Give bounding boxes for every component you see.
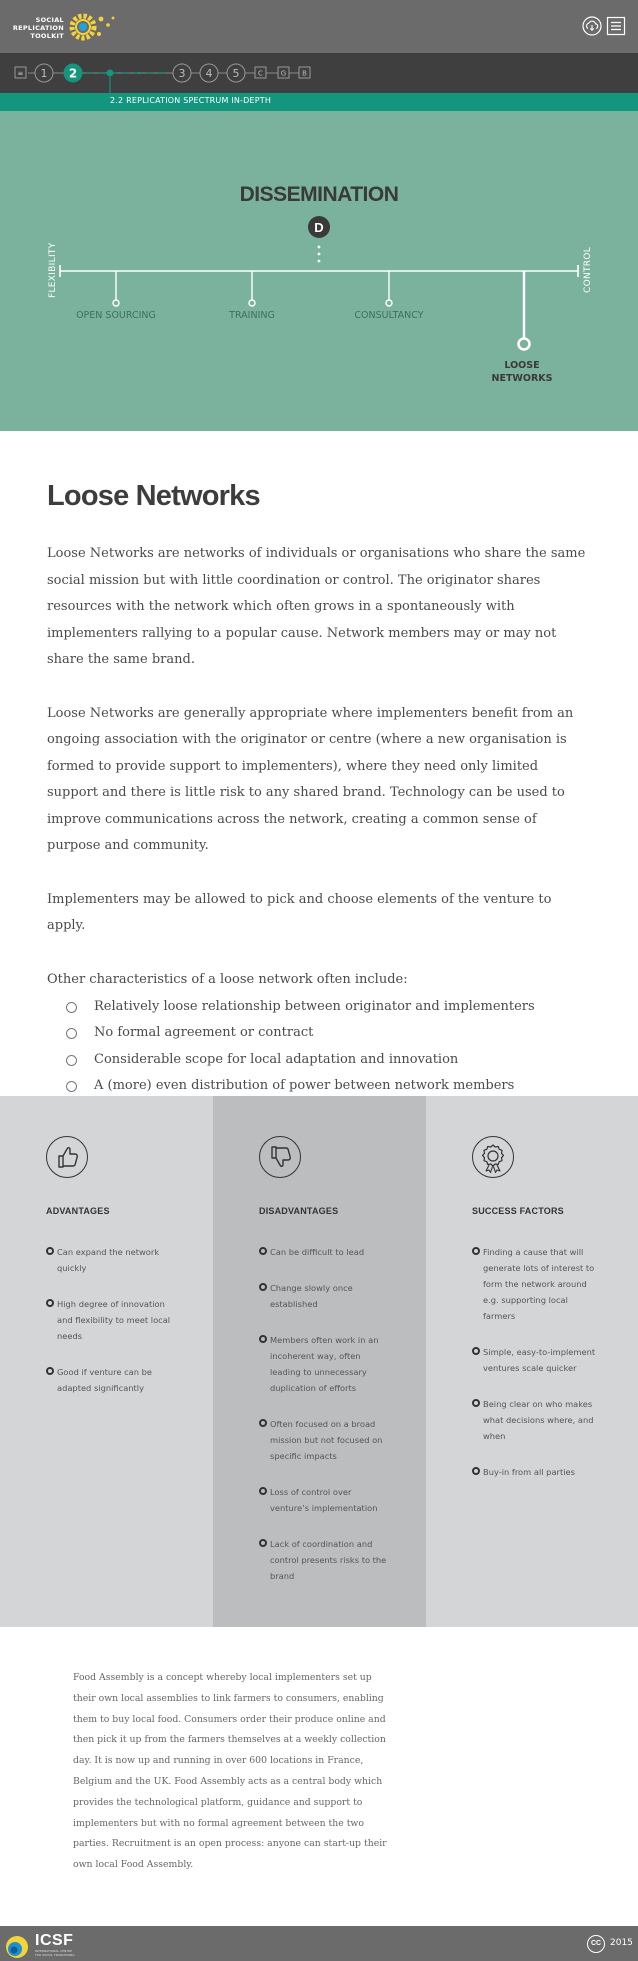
bullet-icon bbox=[46, 1299, 54, 1307]
svg-text:NETWORKS: NETWORKS bbox=[491, 373, 553, 384]
thumbs-up-icon bbox=[46, 1136, 88, 1178]
gear-logo-icon[interactable] bbox=[68, 10, 120, 44]
advantages-heading: ADVANTAGES bbox=[46, 1206, 110, 1216]
characteristics-intro: Other characteristics of a loose network often include: bbox=[47, 971, 408, 987]
advantages-list bbox=[46, 1244, 176, 1416]
app-header bbox=[0, 0, 638, 53]
bullet-icon bbox=[472, 1347, 480, 1355]
circle-bullet-icon bbox=[66, 1028, 77, 1039]
circle-bullet-icon bbox=[66, 1055, 77, 1066]
page-title: Loose Networks bbox=[47, 480, 260, 512]
bullet-icon bbox=[259, 1419, 267, 1427]
nav-step-c[interactable] bbox=[255, 67, 266, 78]
nav-step-b[interactable] bbox=[299, 67, 310, 78]
nav-step-intro[interactable] bbox=[15, 67, 26, 78]
nav-step-4[interactable] bbox=[200, 64, 218, 82]
list-item: Can be difficult to lead bbox=[259, 1244, 389, 1260]
list-item: No formal agreement or contract bbox=[47, 1020, 587, 1047]
bullet-icon bbox=[46, 1367, 54, 1375]
svg-text:B: B bbox=[302, 69, 307, 78]
bullet-icon bbox=[259, 1247, 267, 1255]
svg-text:LOOSE: LOOSE bbox=[504, 360, 540, 371]
pick-choose-paragraph: Implementers may be allowed to pick and choose elements of the venture to apply. bbox=[47, 891, 552, 933]
spectrum-point-loose-networks-selected[interactable] bbox=[492, 271, 553, 384]
spectrum-point-open-sourcing[interactable] bbox=[76, 271, 156, 321]
advantages-column bbox=[0, 1096, 213, 1627]
success-factors-column bbox=[426, 1096, 638, 1627]
section-subbar bbox=[0, 93, 638, 111]
logo-line-3: TOOLKIT bbox=[30, 32, 64, 40]
nav-step-3[interactable] bbox=[173, 64, 191, 82]
list-item: Change slowly once established bbox=[259, 1280, 389, 1312]
dissemination-badge[interactable] bbox=[308, 216, 330, 238]
list-item: Buy-in from all parties bbox=[472, 1464, 602, 1480]
list-item: Considerable scope for local adaptation and innovation bbox=[47, 1047, 587, 1074]
svg-text:D: D bbox=[314, 220, 324, 235]
replication-spectrum bbox=[0, 111, 638, 431]
nav-step-2-active[interactable] bbox=[64, 64, 83, 83]
svg-text:G: G bbox=[280, 69, 287, 78]
cloud-download-icon[interactable] bbox=[582, 16, 602, 36]
list-item: Simple, easy-to-implement ventures scale quicker bbox=[472, 1344, 602, 1376]
main-content bbox=[47, 480, 587, 1126]
bullet-icon bbox=[259, 1487, 267, 1495]
list-item: Loss of control over venture’s implementation bbox=[259, 1484, 389, 1516]
bullet-icon bbox=[259, 1283, 267, 1291]
spectrum-heading: DISSEMINATION bbox=[239, 183, 399, 206]
spectrum-point-training[interactable] bbox=[228, 271, 275, 321]
disadvantages-heading: DISADVANTAGES bbox=[259, 1206, 339, 1216]
disadvantages-list bbox=[259, 1244, 389, 1604]
intro-paragraph: Loose Networks are networks of individuals or organisations who share the same social mission but with little coordination or control. The originator shares resources with the network which often grows in a spontaneously with implementers rallying to a popular cause. Network members may or may not share the same brand. bbox=[47, 546, 586, 667]
spectrum-point-consultancy[interactable] bbox=[354, 271, 423, 321]
creative-commons-icon[interactable]: CC bbox=[587, 1935, 605, 1953]
list-item: Being clear on who makes what decisions where, and when bbox=[472, 1396, 602, 1444]
bullet-icon bbox=[259, 1539, 267, 1547]
footer-brand-subtitle: INTERNATIONAL CENTRE FOR SOCIAL FRANCHISING bbox=[35, 1949, 75, 1957]
disadvantages-column bbox=[213, 1096, 426, 1627]
list-item: Relatively loose relationship between originator and implementers bbox=[47, 994, 587, 1021]
flexibility-axis-label: FLEXIBILITY bbox=[48, 242, 58, 298]
circle-bullet-icon bbox=[66, 1002, 77, 1013]
toolkit-logo-text[interactable] bbox=[12, 16, 64, 40]
menu-icon[interactable] bbox=[606, 16, 626, 36]
list-item: Good if venture can be adapted significantly bbox=[46, 1364, 176, 1396]
circle-bullet-icon bbox=[66, 1081, 77, 1092]
svg-text:OPEN SOURCING: OPEN SOURCING bbox=[76, 310, 156, 321]
list-item: Often focused on a broad mission but not focused on specific impacts bbox=[259, 1416, 389, 1464]
svg-text:C: C bbox=[258, 69, 263, 78]
app-footer bbox=[0, 1926, 638, 1961]
case-study-food-assembly: Food Assembly is a concept whereby local implementers set up their own local assemblies to link farmers to consumers, enabling them to buy local food. Consumers order their produce online and then pick it up from the farmers themselves at a weekly collection day. It is now up and running in over 600 locations in France, Belgium and the UK. Food Assembly acts as a central body which provides the technological platform, guidance and support to implementers but with no formal agreement between the two parties. Recruitment is an open process: anyone can start-up their own local Food Assembly. bbox=[73, 1672, 387, 1871]
award-rosette-icon bbox=[472, 1136, 514, 1178]
nav-step-g[interactable] bbox=[278, 67, 289, 78]
thumbs-down-icon bbox=[259, 1136, 301, 1178]
logo-line-1: SOCIAL bbox=[35, 16, 64, 24]
control-axis-label: CONTROL bbox=[583, 246, 593, 293]
bullet-icon bbox=[46, 1247, 54, 1255]
svg-text:1: 1 bbox=[40, 67, 48, 80]
bullet-icon bbox=[472, 1247, 480, 1255]
list-item: A (more) even distribution of power between network members bbox=[47, 1073, 587, 1100]
svg-text:CONSULTANCY: CONSULTANCY bbox=[354, 310, 424, 321]
list-item: Members often work in an incoherent way, often leading to unnecessary duplication of efforts bbox=[259, 1332, 389, 1396]
svg-text:3: 3 bbox=[178, 67, 186, 80]
footer-year: 2015 bbox=[610, 1938, 633, 1948]
bullet-icon bbox=[472, 1467, 480, 1475]
list-item: Lack of coordination and control presents risks to the brand bbox=[259, 1536, 389, 1584]
svg-text:4: 4 bbox=[205, 67, 213, 80]
success-factors-list bbox=[472, 1244, 602, 1500]
chapter-navigation bbox=[0, 53, 638, 93]
nav-step-5[interactable] bbox=[227, 64, 245, 82]
nav-step-1[interactable] bbox=[35, 64, 53, 82]
svg-text:TRAINING: TRAINING bbox=[229, 310, 275, 321]
footer-brand[interactable]: ICSF bbox=[35, 1932, 74, 1949]
appropriateness-paragraph: Loose Networks are generally appropriate where implementers benefit from an ongoing association with the originator or centre (where a new organisation is formed to provide support to implementers), where they need only limited support and there is little risk to any shared brand. Technology can be used to improve communications across the network, creating a common sense of purpose and community. bbox=[47, 705, 574, 853]
success-factors-heading: SUCCESS FACTORS bbox=[472, 1206, 564, 1216]
list-item: Finding a cause that will generate lots of interest to form the network around e.g. supporting local farmers bbox=[472, 1244, 602, 1324]
bullet-icon bbox=[259, 1335, 267, 1343]
logo-line-2: REPLICATION bbox=[12, 24, 64, 32]
svg-text:≡: ≡ bbox=[17, 69, 24, 78]
pros-cons-section bbox=[0, 1096, 638, 1627]
bullet-icon bbox=[472, 1399, 480, 1407]
svg-text:2: 2 bbox=[68, 66, 78, 81]
list-item: Can expand the network quickly bbox=[46, 1244, 176, 1276]
list-item: High degree of innovation and flexibility to meet local needs bbox=[46, 1296, 176, 1344]
current-section-label: 2.2 REPLICATION SPECTRUM IN-DEPTH bbox=[110, 96, 272, 105]
svg-text:5: 5 bbox=[232, 67, 240, 80]
icsf-logo-icon[interactable] bbox=[4, 1930, 32, 1958]
